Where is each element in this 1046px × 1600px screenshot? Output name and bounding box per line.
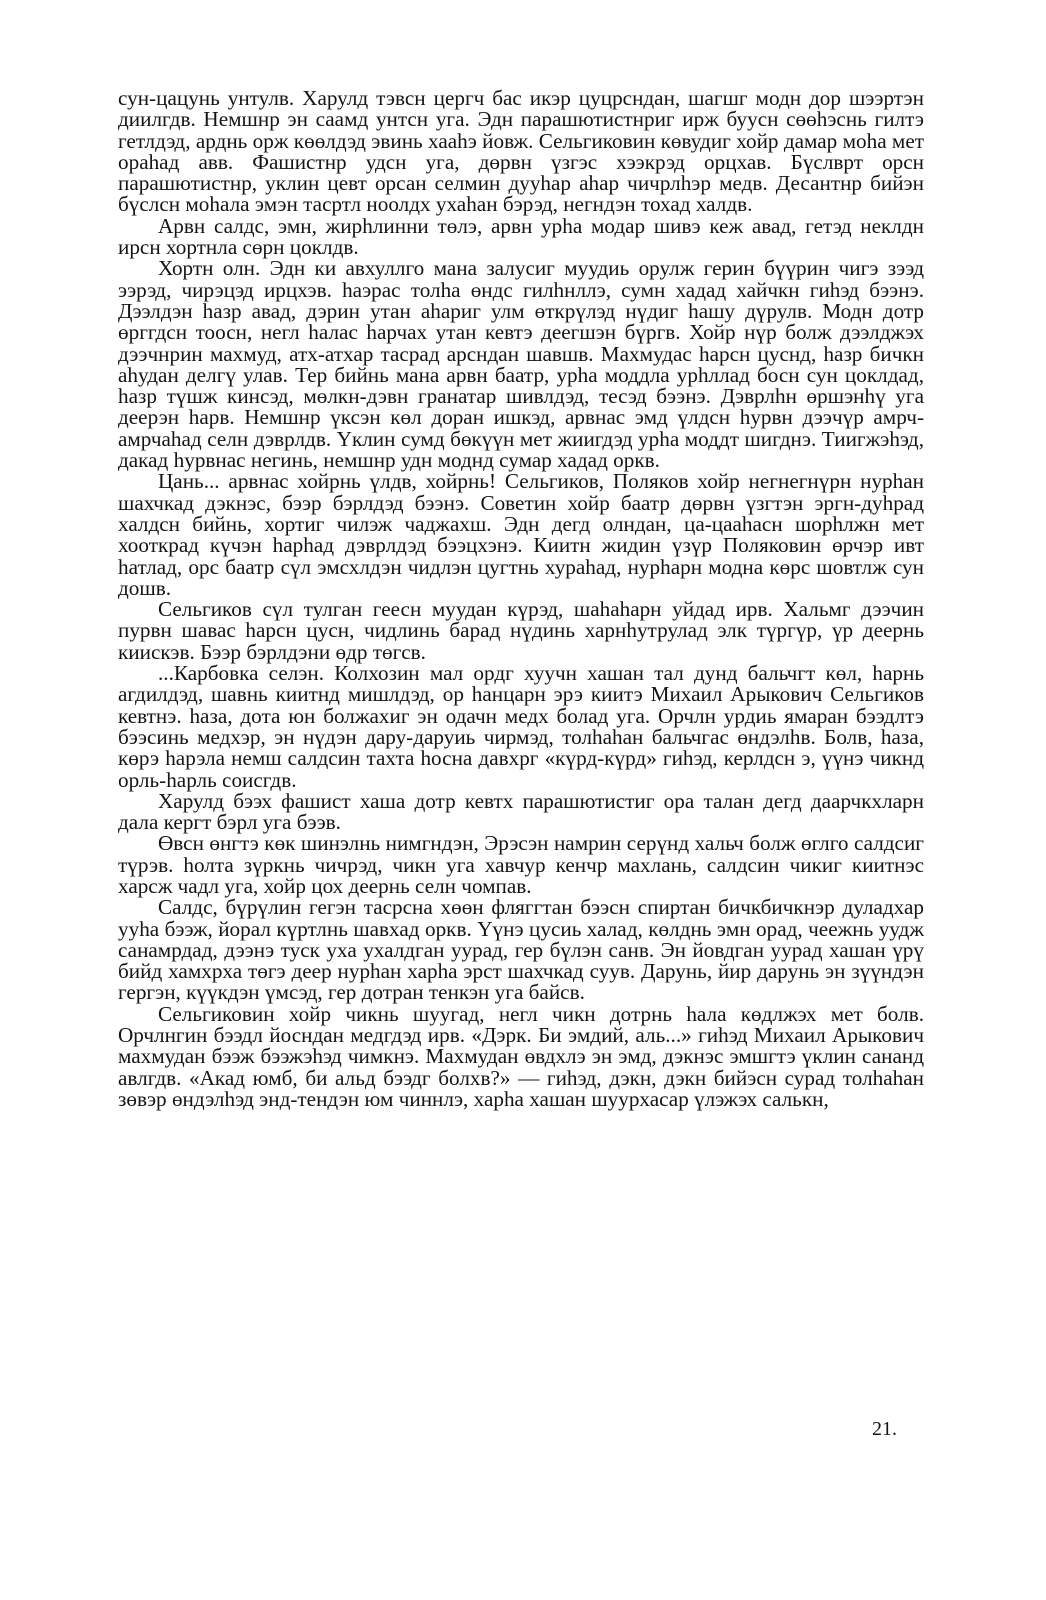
paragraph: Сельгиков сүл тулган геесн муудан күрэд, шаhаhарн уйдад ирв. Хальмг дээчин пурвн шавас hарсн цусн, чидлинь барад нүдинь харнhутрулад элк түргүр, үр деернь киискэв. Бээр бэрлдэни өдр төгсв. bbox=[118, 597, 924, 664]
page-number: 21. bbox=[872, 1418, 897, 1440]
paragraph: ...Карбовка селэн. Колхозин мал ордг хуучн хашан тал дунд бальчгт көл, hарнь агдилдэд, шавнь киитнд мишлдэд, ор hанцарн эрэ киитэ Михаил Арыкович Сельгиков кевтнэ. hаза, дота юн болжахиг эн одачн медх болад уга. Орчлн урдиь ямаран бээдлтэ бээсинь медхэр, эн нүдэн дару-даруиь чирмэд, толhаhан бальчгас өндэлhв. Болв, hаза, көрэ hарэла немш салдсин тахта hосна давхрг «күрд-күрд» гиhэд, керлдсн э, үүнэ чикнд орль-hарль соисгдв. bbox=[118, 661, 924, 792]
paragraph: Хортн олн. Эдн ки авхуллго мана залусиг муудиь орулж герин бүүрин чигэ зээд ээрэд, чирэцэд ирцхэв. hаэрас толhа өндс гилhнллэ, сумн хадад хайчкн гиhэд бээнэ. Дээлдэн hазр авад, дэрин утан аhариг улм өткрүлэд нүдиг hашу дүрулв. Модн дотр өрггдсн тоосн, негл hалас hарчах утан кевтэ деегшэн бүргв. Хойр нүр болж дээлджэх дээчнрин махмуд, атх-атхар тасрад арсндан шавшв. Махмудас hарсн цуснд, hазр бичкн аhудан делгү улав. Тер бийнь мана арвн баатр, урhа моддла урhллад босн сун цоклдад, hазр түшж кинсэд, мөлкн-дэвн гранатар шивлдэд, тесэд бээнэ. Дэврлhн өршэнhү уга деерэн hарв. Немшнр үксэн көл доран ишкэд, арвнас эмд үлдсн hурвн дээчүр амрч-амрчаhад селн дэврлдв. Үклин сумд бөкүүн мет жиигдэд урhа моддт шигднэ. Тиигжэhэд, дакад hурвнас негинь, немшнр удн моднд сумар хадад оркв. bbox=[118, 256, 924, 473]
paragraph: Салдс, бүрүлин гегэн тасрсна хөөн фляггтан бээсн спиртан бичкбичкнэр дуладхар ууhа бээж, йорал күртлнь шавхад оркв. Үүнэ цусиь халад, көлднь эмн орад, чеежнь уудж санамрдад, дээнэ туск уха ухалдган уурад, гер бүлэн санв. Эн йовдган уурад хашан үрү бийд хамхрха төгэ деер нурhан харhа эрст шахчкад суув. Дарунь, йир дарунь эн зүүндэн гергэн, күүкдэн үмсэд, гер дотран тенкэн уга байсв. bbox=[118, 895, 924, 1005]
paragraph: Арвн салдс, эмн, жирhлинни төлэ, арвн урhа модар шивэ кеж авад, гетэд неклдн ирсн хортнла сөрн цоклдв. bbox=[118, 213, 924, 260]
paragraph: Сельгиковин хойр чикнь шуугад, негл чикн дотрнь hала көдлжэх мет болв. Орчлнгин бээдл йосндан медгдэд ирв. «Дэрк. Би эмдий, аль...» гиhэд Михаил Арыкович махмудан бээж бээжэhэд чимкнэ. Махмудан өвдхлэ эн эмд, дэкнэс эмшгтэ үклин сананд авлгдв. «Акад юмб, би альд бээдг болхв?» — гиhэд, дэкн, дэкн бийэсн сурад толhаhан зөвэр өндэлhэд энд-тендэн юм чиннлэ, харhа хашан шуурхасар үлэжэх салькн, bbox=[118, 1001, 924, 1111]
paragraph: сун-цацунь унтулв. Харулд тэвсн цергч бас икэр цуцрсндан, шагшг модн дор шээртэн диилгдв. Немшнр эн саамд унтсн уга. Эдн парашютистнриг ирж буусн сөөhэснь гилтэ гетлдэд, арднь орж көөлдэд эвинь хааhэ йовж. Сельгиковин көвудиг хойр дамар моhа мет ораhад авв. Фашистнр удсн уга, дөрвн үзгэс хээкрэд орцхав. Бүслврт орсн парашютистнр, уклин цевт орсан селмин дууhар аhар чичрлhэр медв. Десантнр бийэн бүслсн моhала эмэн тасртл ноолдх ухаhан бэрэд, негндэн тохад халдв. bbox=[118, 86, 924, 217]
paragraph: Цань... арвнас хойрнь үлдв, хойрнь! Сельгиков, Поляков хойр негнегнүрн нурhан шахчкад дэкнэс, бээр бэрлдэд бээнэ. Советин хойр баатр дөрвн үзгтэн эргн-дуhрад халдсн бийнь, хортиг чилэж чаджахш. Эдн дегд олндан, ца-цааhасн шорhлжн мет хооткрад күчэн hарhад дэврлдэд бээцхэнэ. Киитн жидин үзүр Поляковин өрчэр ивт hатлад, орс баатр сүл эмсхлдэн чидлэн цугтнь хураhад, нурhарн модна көрс шовтлж сун дошв. bbox=[118, 469, 924, 600]
paragraph: Харулд бээх фашист хаша дотр кевтх парашютистиг ора талан дегд даарчкхларн дала кергт бэрл уга бээв. bbox=[118, 788, 924, 835]
paragraph: Өвсн өнгтэ көк шинэлнь нимгндэн, Эрэсэн намрин серүнд хальч болж өглго салдсиг түрэв. hолта зүркнь чичрэд, чикн уга хавчур кенчр махлань, салдсин чикиг киитнэс харсж чадл уга, хойр цох деернь селн чомпав. bbox=[118, 831, 924, 898]
page-text-column bbox=[118, 88, 924, 1110]
